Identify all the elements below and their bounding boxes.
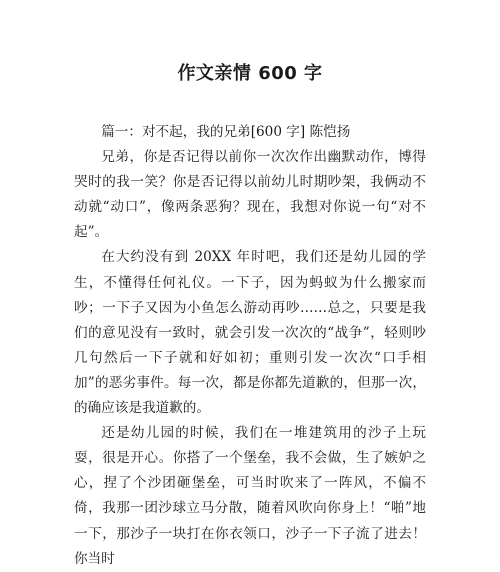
page-title: 作文亲情 600 字	[177, 63, 323, 84]
section-heading: 篇一：对不起，我的兄弟[600 字] 陈恺扬	[101, 124, 351, 140]
paragraph: 还是幼儿园的时候，我们在一堆建筑用的沙子上玩耍，很是开心。你搭了一个堡垒，我不会做，生了嫉妒之心，捏了个沙团砸堡垒，可当时吹来了一阵风，不偏不倚，我那一团沙球立马分散，随着风吹向你身上！“啪”地一下，那沙子一块打在你衣领口，沙子一下子流了进去！你当时	[74, 425, 426, 567]
paragraph: 在大约没有到 20XX 年时吧，我们还是幼儿园的学生，不懂得任何礼仪。一下子，因为蚂蚁为什么搬家而吵；一下子又因为小鱼怎么游动再吵……总之，只要是我们的意见没有一致时，就会引发一次次的“战争”，轻则吵几句然后一下子就和好如初；重则引发一次次“口手相加”的恶劣事件。每一次，都是你都先道歉的，但那一次，的确应该是我道歉的。	[74, 249, 426, 417]
paragraph: 兄弟，你是否记得以前你一次次作出幽默动作，博得哭时的我一笑？你是否记得以前幼儿时期吵架，我俩动不动就“动口”，像两条恶狗？现在，我想对你说一句“对不起”。	[74, 149, 426, 241]
document-body	[74, 120, 426, 572]
